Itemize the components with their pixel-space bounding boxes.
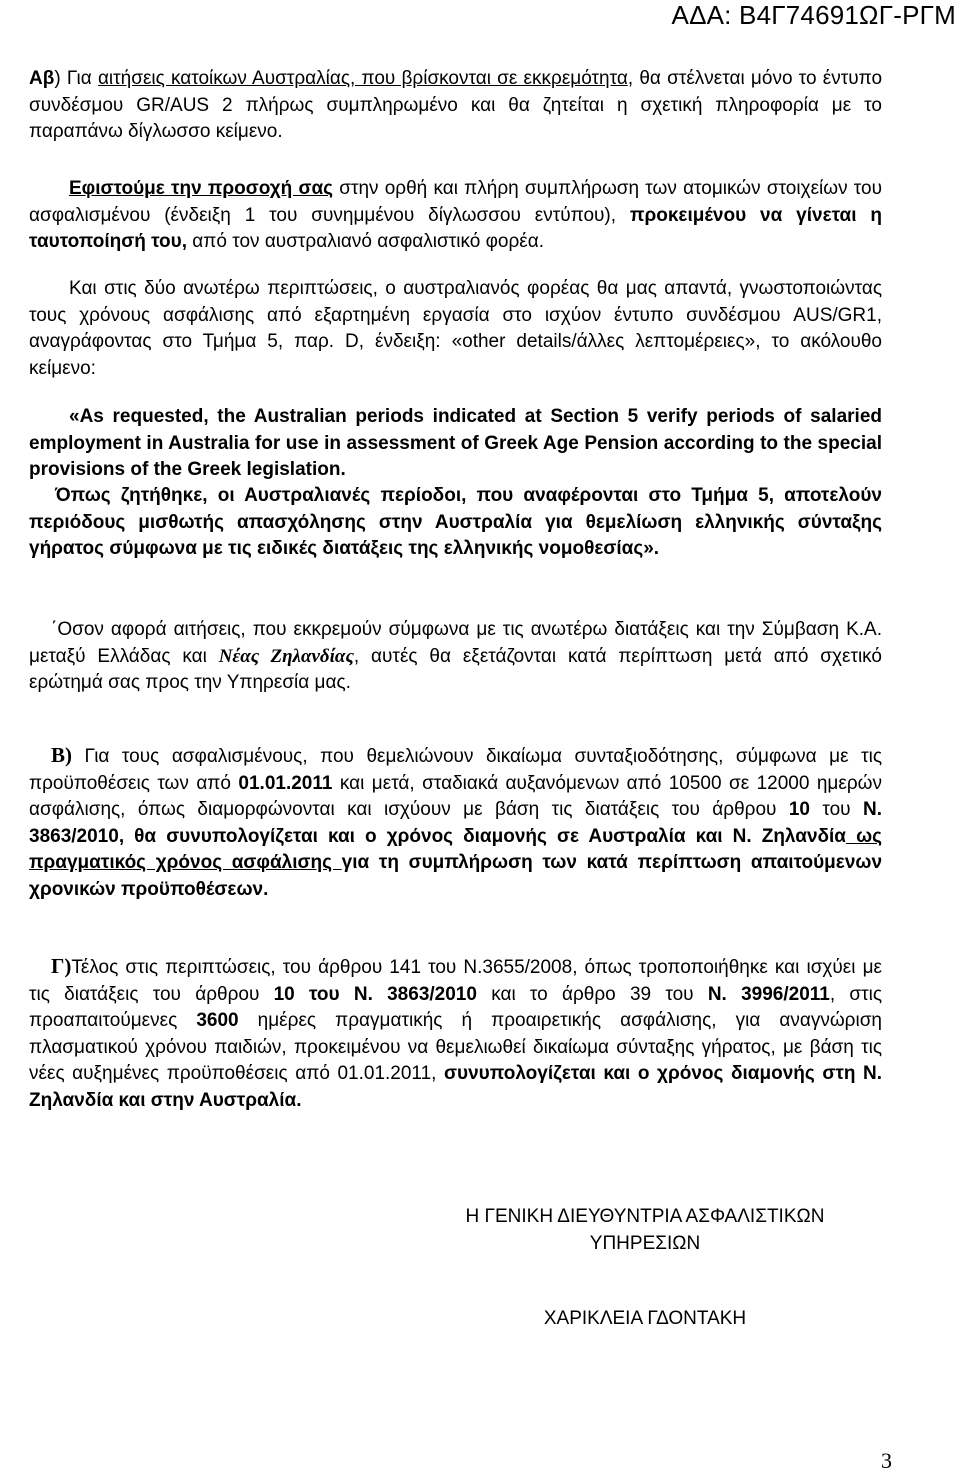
text-segment: στην ορθή και πλήρη συμπλήρωση των ατομικών στοιχείων του ασφαλισμένου (ένδειξη 1 του συνημμένου δίγλωσσου εντύπου),: [29, 178, 882, 226]
text-segment: , θα στέλνεται μόνο το έντυπο συνδέσμου GR/AUS 2 πλήρως συμπληρωμένο και θα ζητείται η σχετική πληροφορία με το παραπάνω δίγλωσσο κείμενο.: [29, 68, 883, 142]
text-segment: Για τους ασφαλισμένους, που θεμελιώνουν δικαίωμα συνταξιοδότησης, σύμφωνα με τις προϋποθέσεις των από: [29, 746, 882, 794]
paragraph-section-b: [29, 742, 882, 903]
text-segment: ΄Οσον αφορά αιτήσεις, που εκκρεμούν σύμφωνα με τις ανωτέρω διατάξεις και την Σύμβαση Κ.Α. μεταξύ Ελλάδας και: [29, 619, 882, 667]
section-label-g: Γ): [51, 954, 72, 978]
text-segment-bold: 01.01.2011: [238, 772, 333, 794]
text-segment-bold: συνυπολογίζεται και ο χρόνος διαμονής στη Ν. Ζηλανδία και στην Αυστραλία.: [29, 1063, 883, 1111]
paragraph-ab-intro: [29, 66, 882, 146]
text-segment-bold: για τη συμπλήρωση των κατά περίπτωση απαιτούμενων χρονικών προϋποθέσεων.: [29, 852, 883, 900]
paragraph-new-zealand: [29, 617, 882, 697]
section-label-b: Β): [51, 743, 72, 767]
text-segment-bold: Όπως ζητήθηκε, οι Αυστραλιανές περίοδοι, που αναφέρονται στο Τμήμα 5, αποτελούν περιόδους μισθωτής απασχόλησης στην Αυστραλία για θεμελίωση ελληνικής σύνταξης γήρατος σύμφωνα με τις ειδικές διατάξεις της ελληνικής νομοθεσίας».: [29, 485, 882, 559]
text-segment: και μετά, σταδιακά αυξανόμενων από 10500 σε 12000 ημερών ασφάλισης, όπως διαμορφώνονται και ισχύουν με βάση τις διατάξεις του άρθρου: [29, 772, 882, 820]
text-segment: , στις προαπαιτούμενες: [29, 983, 883, 1031]
text-segment: από τον αυστραλιανό ασφαλιστικό φορέα.: [187, 231, 544, 252]
text-segment-bold: Ν. 3996/2011: [707, 983, 830, 1005]
section-label-ab: Αβ: [29, 68, 55, 89]
signature-block: [410, 1204, 880, 1257]
text-segment: Και στις δύο ανωτέρω περιπτώσεις, ο αυστραλιανός φορέας θα μας απαντά, γνωστοποιώντας τους χρόνους ασφάλισης από εξαρτημένη εργασία στο ισχύον έντυπο συνδέσμου AUS/GR1, αναγράφοντας στο Τμήμα 5, παρ. D, ένδειξη: «other details/άλλες λεπτομέρειες», το ακόλουθο κείμενο:: [29, 278, 882, 379]
text-segment-bold: 10: [788, 799, 810, 820]
text-segment: Τέλος στις περιπτώσεις, του άρθρου 141 του Ν.3655/2008, όπως τροποποιήθηκε και ισχύει με τις διατάξεις του άρθρου: [29, 957, 882, 1005]
text-segment-bold-underlined: ως πραγματικός χρόνος ασφάλισης: [29, 825, 883, 873]
paragraph-both-cases: [29, 276, 882, 382]
paragraph-section-g: [29, 953, 882, 1114]
paragraph-attention: [29, 176, 882, 256]
text-segment-bold: «As requested, the Australian periods indicated at Section 5 verify periods of salaried employment in Australia for use in assessment of Greek Age Pension according to the special provisions of the Greek legislation.: [29, 406, 882, 480]
signature-title-line1: Η ΓΕΝΙΚΗ ΔΙΕΥΘΥΝΤΡΙΑ ΑΣΦΑΛΙΣΤΙΚΩΝ: [465, 1206, 825, 1227]
text-segment-bold: 3600: [196, 1010, 239, 1031]
text-segment: , αυτές θα εξετάζονται κατά περίπτωση μετά από σχετικό ερώτημά σας προς την Υπηρεσία μας.: [29, 645, 883, 693]
signature-title-line2: ΥΠΗΡΕΣΙΩΝ: [589, 1232, 701, 1254]
text-segment-bold-underlined: Εφιστούμε την προσοχή σας: [69, 178, 334, 199]
text-segment-bold: προκειμένου να γίνεται η ταυτοποίησή του,: [29, 204, 882, 252]
text-segment: ) Για: [54, 68, 98, 89]
text-segment-italic: Νέας Ζηλανδίας: [218, 645, 354, 667]
text-segment-underlined: αιτήσεις κατοίκων Αυστραλίας, που βρίσκονται σε εκκρεμότητα: [97, 68, 628, 89]
text-segment-bold: Ν. 3863/2010, θα συνυπολογίζεται και ο χρόνος διαμονής σε Αυστραλία και Ν. Ζηλανδία: [29, 799, 882, 847]
signature-name: ΧΑΡΙΚΛΕΙΑ ΓΔΟΝΤΑΚΗ: [543, 1308, 747, 1329]
paragraph-english-text: [29, 404, 882, 484]
ada-code: ΑΔΑ: Β4Γ74691ΩΓ-ΡΓΜ: [671, 0, 956, 30]
text-segment: ημέρες πραγματικής ή προαιρετικής ασφάλισης, για αναγνώριση πλασματικού χρόνου παιδιών, προκειμένου να θεμελιωθεί δικαίωμα σύνταξης γήρατος, με βάση τις νέες αυξημένες προϋποθέσεις από 01.01.2011,: [29, 1010, 882, 1084]
text-segment-bold: 10 του Ν. 3863/2010: [273, 983, 477, 1005]
text-segment: και το άρθρο 39 του: [476, 983, 708, 1005]
page-number: 3: [881, 1448, 892, 1473]
paragraph-greek-text: [29, 483, 882, 563]
text-segment: του: [809, 799, 863, 820]
